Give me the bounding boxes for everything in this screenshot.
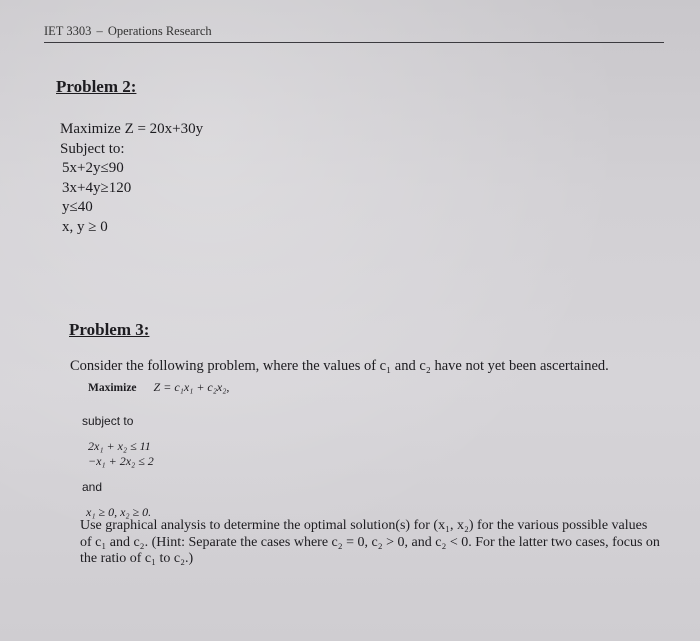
- problem-2-constraint: 3x+4y≥120: [62, 179, 132, 196]
- problem-2-objective: Maximize Z = 20x+30y: [60, 121, 204, 137]
- problem-2-body: [60, 120, 203, 237]
- problem-3-intro: Consider the following problem, where the values of c₁ and c₂ have not yet been ascertained.: [70, 358, 609, 374]
- problem-2-heading: Problem 2:: [56, 77, 137, 96]
- problem-3-constraint: 2x₁ + x₂ ≤ 11: [88, 439, 151, 453]
- problem-2-constraint: y≤40: [62, 199, 93, 215]
- course-title: Operations Research: [107, 24, 212, 38]
- problem-3-and: and: [82, 480, 103, 494]
- problem-3-constraint: −x₁ + 2x₂ ≤ 2: [88, 454, 154, 468]
- page-header: [44, 24, 664, 43]
- problem-3-nonnegativity: x₁ ≥ 0, x₂ ≥ 0.: [86, 505, 152, 519]
- problem-2-constraint: 5x+2y≤90: [62, 160, 124, 176]
- course-code: IET 3303: [44, 24, 92, 38]
- problem-3-heading: Problem 3:: [69, 320, 150, 339]
- header-separator: –: [96, 24, 103, 38]
- maximize-label: Maximize: [88, 382, 137, 394]
- problem-3-objective: Z = c₁x₁ + c₂x₂,: [153, 380, 230, 394]
- problem-3-objective-row: [88, 380, 229, 395]
- problem-2-subject-to: Subject to:: [60, 140, 125, 157]
- problem-2-nonnegativity: x, y ≥ 0: [62, 218, 108, 235]
- problem-3-subject-to: subject to: [82, 414, 134, 428]
- problem-3-instructions: [80, 518, 660, 568]
- instructions-text: Use graphical analysis to determine the optimal solution(s) for (x₁, x₂) for the various possible values of c₁ and c₂. (Hint: Separate the cases where c₂ = 0, c₂ > 0, and c₂ < 0. For the latter two cases, focus on the ratio of c₁ to c₂.): [80, 518, 660, 566]
